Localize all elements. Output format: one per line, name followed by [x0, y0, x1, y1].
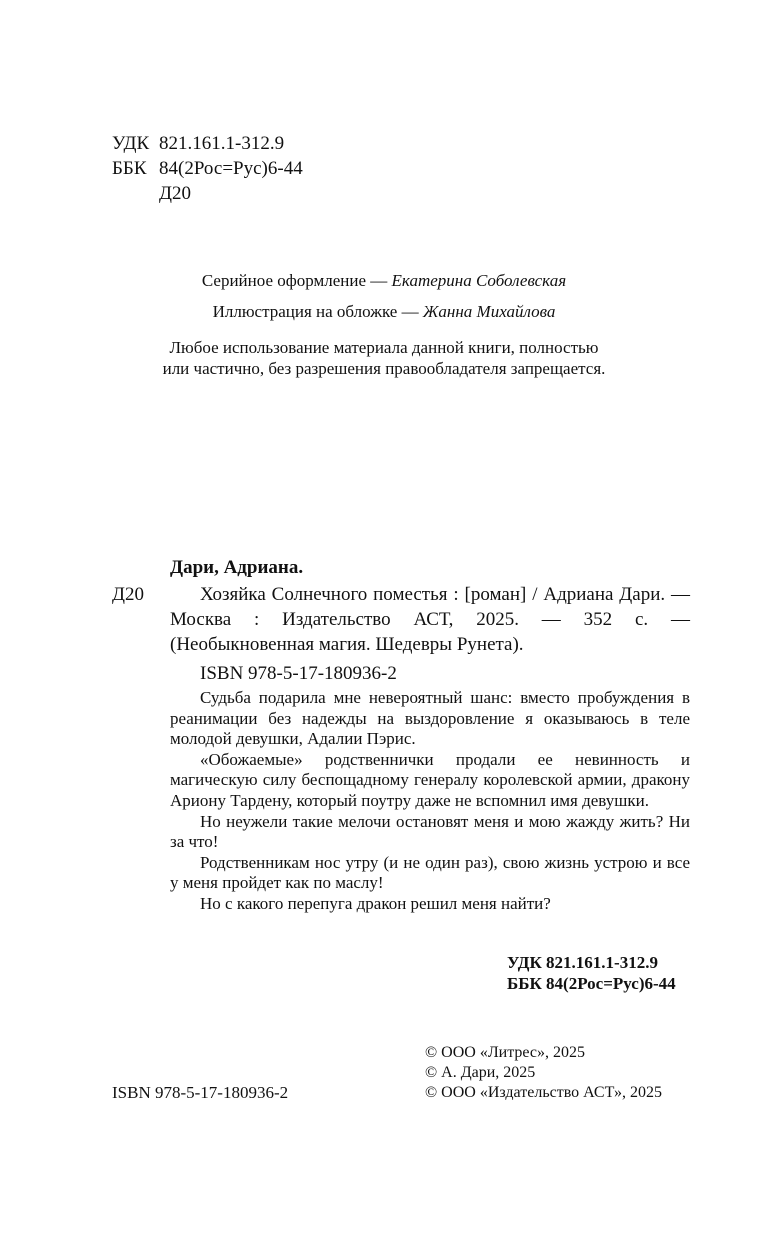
author-code-row: [112, 181, 303, 206]
series-design-credit: [0, 270, 768, 292]
bbk-value: 84(2Рос=Рус)6-44: [159, 158, 303, 179]
annotation-paragraph: Но с какого перепуга дракон решил меня найти?: [200, 893, 551, 913]
udk-bottom: УДК 821.161.1-312.9: [507, 953, 658, 972]
copyright-notice: [0, 337, 768, 379]
series-design-name: Екатерина Соболевская: [391, 271, 567, 290]
annotation-paragraph: Но неужели такие мелочи остановят меня и мою жажду жить? Ни за что!: [170, 811, 690, 852]
annotation-paragraph: Родственникам нос утру (и не один раз), свою жизнь устрою и все у меня пройдет как по маслу!: [170, 852, 690, 893]
author-heading: Дари, Адриана.: [170, 557, 304, 578]
copyright-line: © А. Дари, 2025: [425, 1064, 536, 1081]
annotation-paragraph: Судьба подарила мне невероятный шанс: вместо пробуждения в реанимации без надежды на выздоровление я оказываюсь в теле молодой девушки, Адалии Пэрис.: [170, 688, 690, 749]
udk-value: 821.161.1-312.9: [159, 133, 285, 154]
series-design-label: Серийное оформление —: [201, 271, 392, 290]
cover-illustration-label: Иллюстрация на обложке —: [212, 302, 423, 321]
classification-block-bottom: [507, 952, 676, 994]
author-code: Д20: [159, 183, 191, 204]
copyright-list: [425, 1043, 662, 1103]
bbk-row: [112, 156, 303, 181]
udk-row: [112, 131, 303, 156]
annotation-paragraph: «Обожаемые» родственнички продали ее невинность и магическую силу беспощадному генералу королевской армии, дракону Ариону Тардену, который поутру даже не вспомнил имя девушки.: [170, 749, 690, 810]
bbk-bottom: ББК 84(2Рос=Рус)6-44: [507, 974, 676, 993]
bibliographic-description: Хозяйка Солнечного поместья : [роман] / Адриана Дари. — Москва : Издательство АСТ, 2025. — 352 с. — (Необыкновенная магия. Шедевры Рунета).: [170, 584, 690, 655]
udk-label: УДК: [112, 133, 150, 154]
copyright-notice-line-1: Любое использование материала данной книги, полностью: [169, 338, 599, 357]
copyright-line: © ООО «Издательство АСТ», 2025: [425, 1084, 662, 1101]
annotation: [170, 688, 690, 915]
copyright-line: © ООО «Литрес», 2025: [425, 1044, 586, 1061]
bbk-label: ББК: [112, 158, 147, 179]
isbn-footer: ISBN 978-5-17-180936-2: [112, 1083, 289, 1102]
cover-illustration-name: Жанна Михайлова: [422, 302, 556, 321]
classification-block-top: [112, 131, 303, 206]
cover-illustration-credit: [0, 301, 768, 323]
isbn-entry: ISBN 978-5-17-180936-2: [200, 663, 397, 684]
copyright-notice-line-2: или частично, без разрешения правообладателя запрещается.: [162, 359, 606, 378]
author-code-left: Д20: [112, 584, 144, 605]
